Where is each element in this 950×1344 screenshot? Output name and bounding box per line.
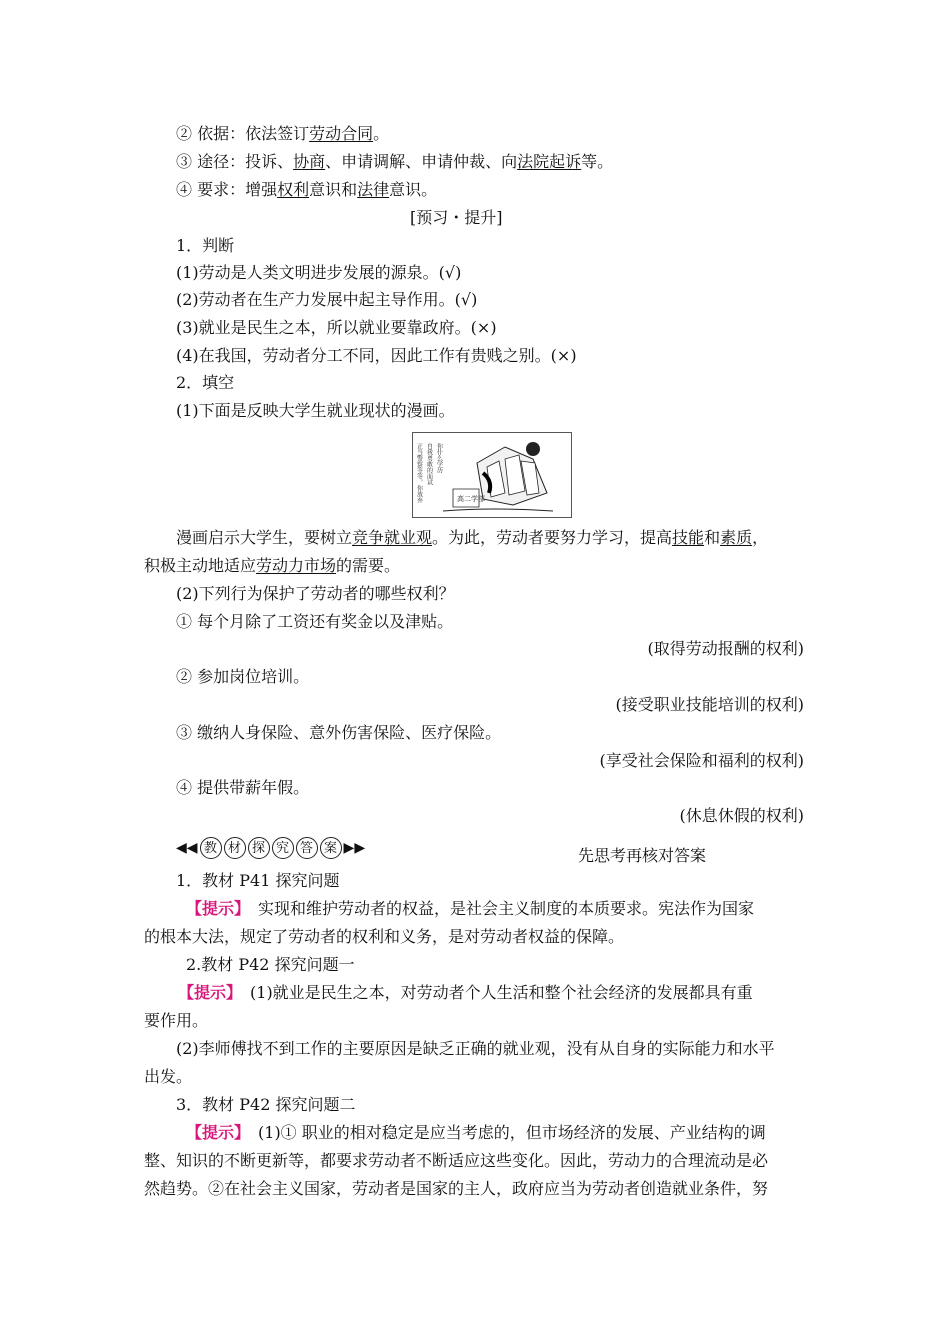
cartoon-label: 高二学部	[457, 495, 485, 503]
answer-1-heading: 1．教材 P41 探究问题	[176, 871, 340, 890]
cartoon-caption: 正当警察等等，你放弃	[415, 443, 423, 503]
right-item: ③ 缴纳人身保险、意外伤害保险、医疗保险。	[176, 723, 502, 742]
answer-blank: 法院起诉	[517, 152, 582, 171]
answer-2-line1	[178, 983, 753, 1003]
right-answer: (享受社会保险和福利的权利)	[599, 751, 804, 770]
body-text: 的需要。	[336, 556, 401, 575]
answer-blank: 素质	[720, 528, 753, 547]
cartoon-caption: 自我勇敢的面试	[425, 443, 433, 485]
intro-item-3	[176, 152, 613, 172]
intro-text: 。	[373, 124, 390, 143]
fill-question-2: (2)下列行为保护了劳动者的哪些权利？	[176, 584, 455, 603]
answer-3-line2: 整、知识的不断更新等，都要求劳动者不断适应这些变化。因此，劳动力的合理流动是必	[144, 1151, 769, 1170]
intro-text: ③ 途径：投诉、	[176, 152, 294, 171]
tip-label: 【提示】	[186, 1123, 243, 1142]
answer-1-line2: 的根本大法，规定了劳动者的权利和义务，是对劳动者权益的保障。	[144, 927, 625, 946]
banner-char: 材	[224, 837, 246, 859]
judge-item: (2)劳动者在生产力发展中起主导作用。(√)	[176, 290, 478, 309]
fill-answer-1-line2	[144, 556, 400, 576]
judge-item: (3)就业是民生之本，所以就业要靠政府。(×)	[176, 318, 497, 337]
right-answer: (接受职业技能培训的权利)	[615, 695, 804, 714]
banner-hint: 先思考再核对答案	[578, 846, 707, 865]
body-text: (1)① 职业的相对稳定是应当考虑的，但市场经济的发展、产业结构的调	[242, 1123, 766, 1142]
answer-banner	[176, 837, 365, 859]
tip-label: 【提示】	[186, 899, 243, 918]
fill-answer-1-line1	[176, 528, 768, 548]
right-answer: (取得劳动报酬的权利)	[647, 639, 804, 658]
intro-text: 等。	[581, 152, 614, 171]
banner-char: 探	[248, 837, 270, 859]
answer-2-line2: 要作用。	[144, 1011, 209, 1030]
intro-text: 意识。	[389, 180, 438, 199]
right-arrows-icon: ▶▶	[343, 840, 366, 856]
body-text: 。为此，劳动者要努力学习，提高	[432, 528, 673, 547]
fill-heading: 2．填空	[176, 373, 235, 392]
banner-char: 教	[200, 837, 222, 859]
answer-blank: 技能	[672, 528, 705, 547]
intro-text: ② 依据：依法签订	[176, 124, 310, 143]
body-text: 漫画启示大学生，要树立	[176, 528, 353, 547]
intro-item-2	[176, 124, 389, 144]
answer-3-heading: 3．教材 P42 探究问题二	[176, 1095, 356, 1114]
intro-text: ④ 要求：增强	[176, 180, 278, 199]
body-text: ，	[752, 528, 769, 547]
answer-2-line3: (2)李师傅找不到工作的主要原因是缺乏正确的就业观，没有从自身的实际能力和水平	[176, 1039, 775, 1058]
answer-3-line1	[186, 1123, 766, 1143]
right-answer: (休息休假的权利)	[679, 806, 804, 825]
section-title: [预习・提升]	[410, 208, 503, 227]
answer-blank: 协商	[293, 152, 326, 171]
intro-item-4	[176, 180, 437, 200]
answer-blank: 法律	[357, 180, 390, 199]
judge-heading: 1．判断	[176, 236, 235, 255]
cartoon-caption: 你什么学历	[435, 443, 443, 473]
banner-char: 答	[296, 837, 318, 859]
intro-text: 、申请调解、申请仲裁、向	[325, 152, 518, 171]
answer-2-line4: 出发。	[144, 1067, 193, 1086]
left-arrows-icon: ◀◀	[176, 840, 198, 856]
right-item: ① 每个月除了工资还有奖金以及津贴。	[176, 612, 454, 631]
judge-item: (1)劳动是人类文明进步发展的源泉。(√)	[176, 263, 462, 282]
fill-question-1: (1)下面是反映大学生就业现状的漫画。	[176, 401, 455, 420]
banner-char: 究	[272, 837, 294, 859]
body-text: 和	[704, 528, 721, 547]
cartoon-image	[412, 432, 572, 518]
right-item: ② 参加岗位培训。	[176, 667, 310, 686]
banner-char: 案	[320, 837, 342, 859]
cartoon-drawing	[413, 433, 571, 517]
body-text: 积极主动地适应	[144, 556, 257, 575]
answer-3-line3: 然趋势。②在社会主义国家，劳动者是国家的主人，政府应当为劳动者创造就业条件，努	[144, 1179, 769, 1198]
body-text: (1)就业是民生之本，对劳动者个人生活和整个社会经济的发展都具有重	[234, 983, 753, 1002]
body-text: 实现和维护劳动者的权益，是社会主义制度的本质要求。宪法作为国家	[242, 899, 755, 918]
answer-blank: 竞争就业观	[352, 528, 433, 547]
answer-1-line1	[186, 899, 754, 919]
answer-2-heading: 2.教材 P42 探究问题一	[186, 955, 355, 974]
answer-blank: 劳动合同	[309, 124, 374, 143]
answer-blank: 权利	[277, 180, 310, 199]
intro-text: 意识和	[309, 180, 358, 199]
right-item: ④ 提供带薪年假。	[176, 778, 310, 797]
tip-label: 【提示】	[178, 983, 235, 1002]
judge-item: (4)在我国，劳动者分工不同，因此工作有贵贱之别。(×)	[176, 346, 577, 365]
answer-blank: 劳动力市场	[256, 556, 337, 575]
